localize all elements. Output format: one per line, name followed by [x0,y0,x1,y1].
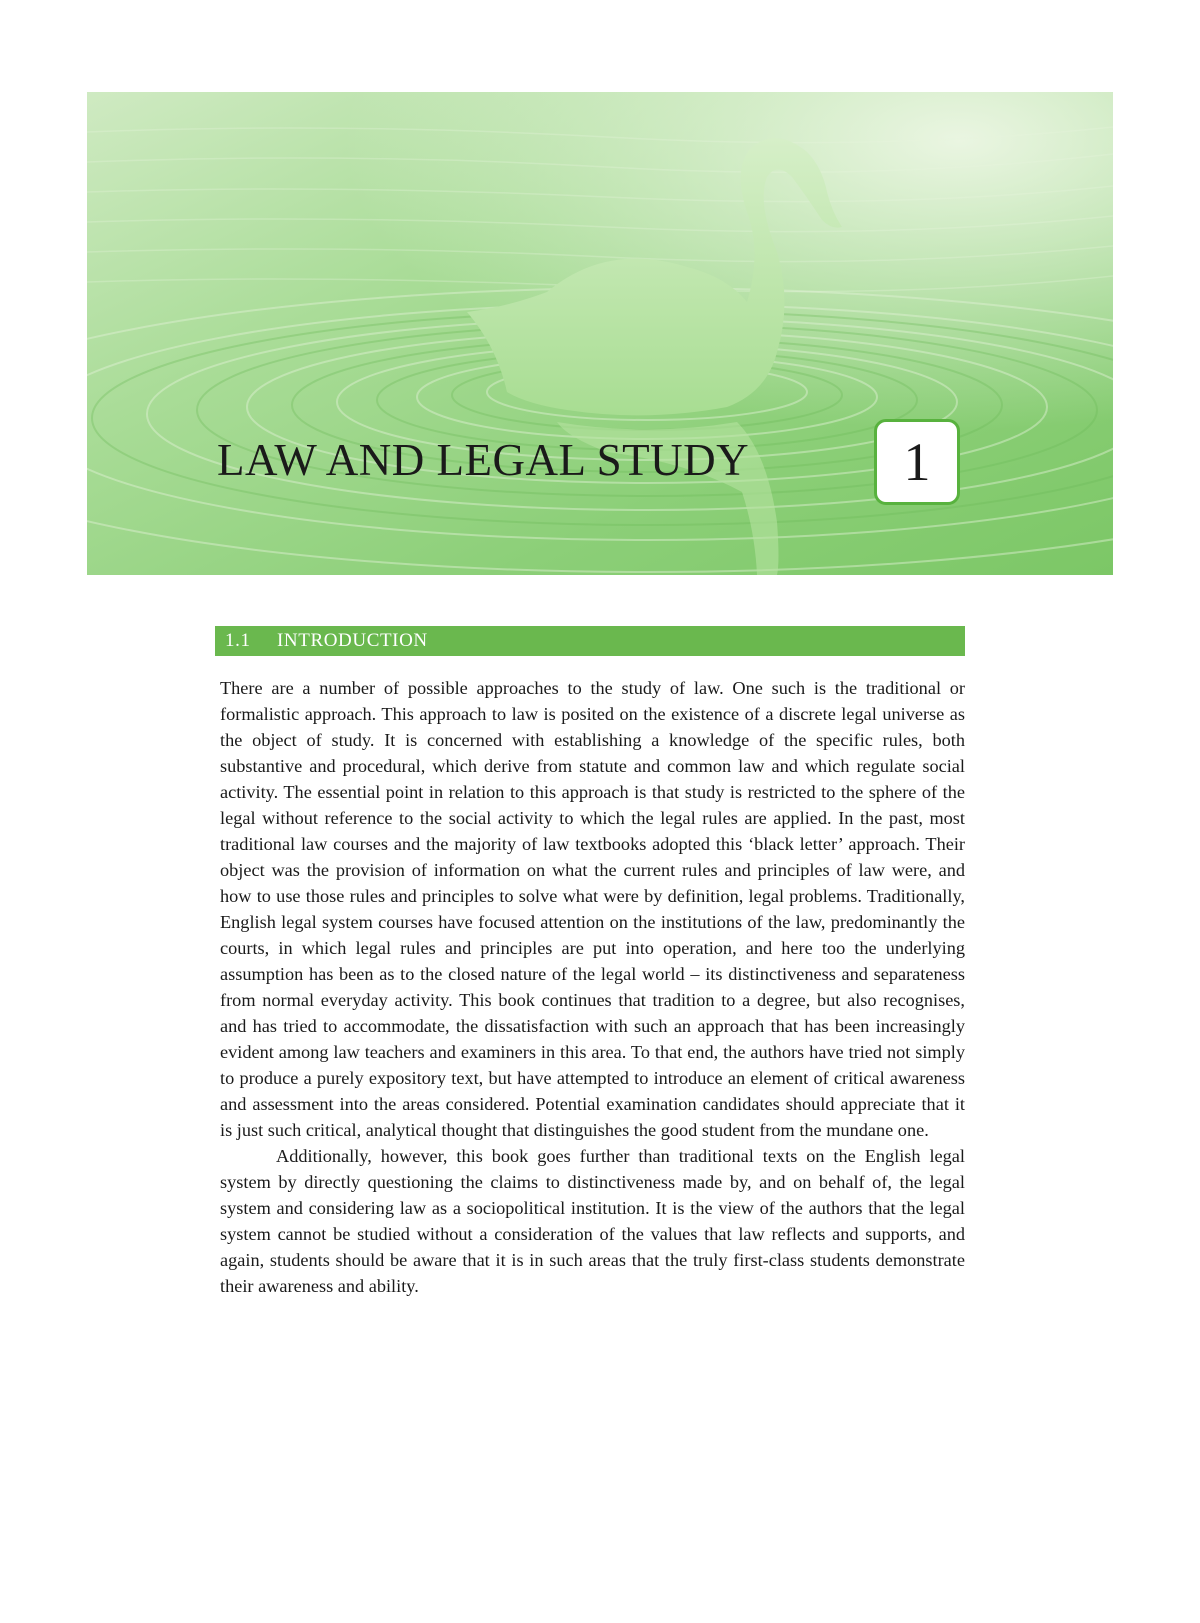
chapter-hero-image [87,92,1113,575]
paragraph-1: There are a number of possible approaches to the study of law. One such is the traditional or formalistic approach. This approach to law is posited on the existence of a discrete legal universe as the object of study. It is concerned with establishing a knowledge of the specific rules, both substantive and procedural, which derive from statute and common law and which regulate social activity. The essential point in relation to this approach is that study is restricted to the sphere of the legal without reference to the social activity to which the legal rules are applied. In the past, most traditional law courses and the majority of law textbooks adopted this ‘black letter’ approach. Their object was the provision of information on what the current rules and principles of law were, and how to use those rules and principles to solve what were by definition, legal problems. Traditionally, English legal system courses have focused attention on the institutions of the law, predominantly the courts, in which legal rules and principles are put into operation, and here too the underlying assumption has been as to the closed nature of the legal world – its distinctiveness and separateness from normal everyday activity. This book continues that tradition to a degree, but also recognises, and has tried to accommodate, the dissatisfaction with such an approach that has been increasingly evident among law teachers and examiners in this area. To that end, the authors have tried not simply to produce a purely expository text, but have attempted to introduce an element of critical awareness and assessment into the areas considered. Potential examination candidates should appreciate that it is just such critical, analytical thought that distinguishes the good student from the mundane one. [220,678,965,1140]
paragraph-2: Additionally, however, this book goes further than traditional texts on the English legal system by directly questioning the claims to distinctiveness made by, and on behalf of, the legal system and considering law as a sociopolitical institution. It is the view of the authors that the legal system cannot be studied without a consideration of the values that law reflects and supports, and again, students should be aware that it is in such areas that the truly first-class students demonstrate their awareness and ability. [220,1146,965,1296]
swan-on-water-illustration [87,92,1113,575]
section-title: INTRODUCTION [277,630,428,651]
section-heading-bar [215,626,965,656]
chapter-number-badge: 1 [874,419,960,505]
section-number: 1.1 [225,630,251,651]
body-text [220,675,965,1299]
chapter-title: LAW AND LEGAL STUDY [217,435,750,485]
